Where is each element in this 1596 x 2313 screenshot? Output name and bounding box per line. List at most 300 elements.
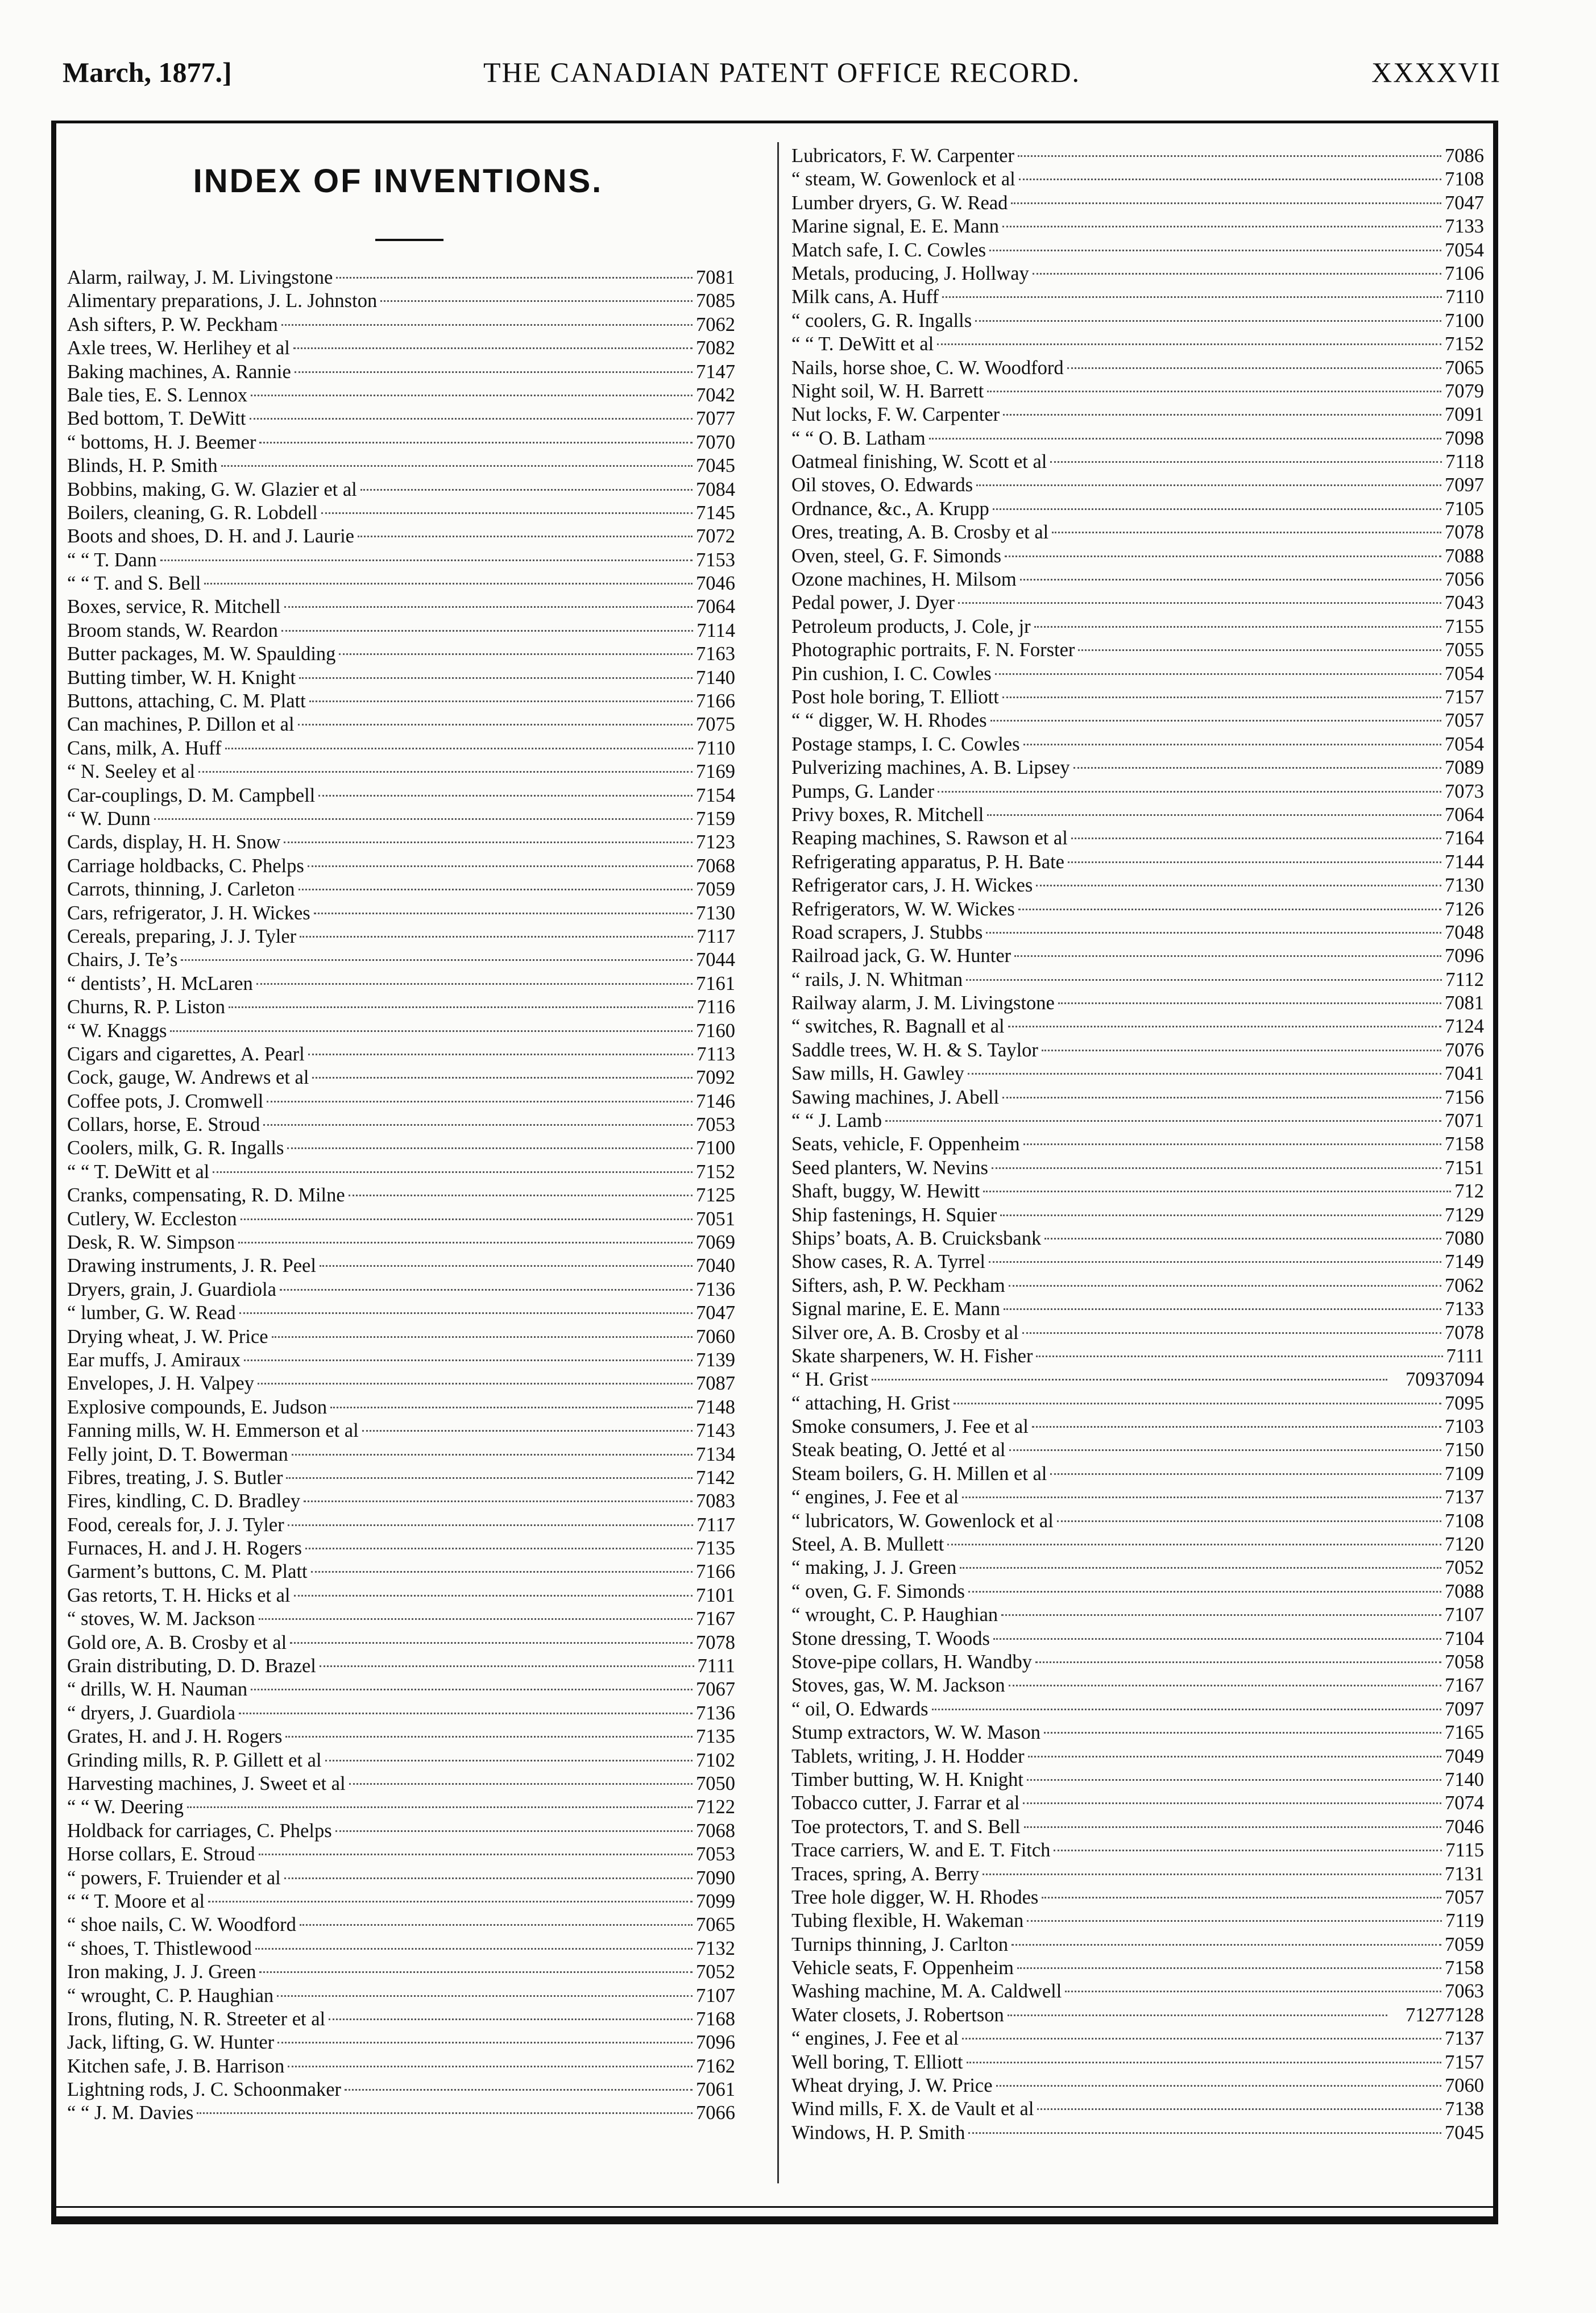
entry-name: “ “ T. Dann (67, 549, 157, 571)
dot-leader (995, 673, 1441, 675)
entry-patent-number: 7099 (696, 1890, 735, 1912)
index-entry (791, 968, 1484, 992)
dot-leader (170, 1030, 693, 1032)
index-entry (791, 1415, 1484, 1439)
entry-name: Desk, R. W. Simpson (67, 1232, 235, 1254)
entry-name: Envelopes, J. H. Valpey (67, 1373, 254, 1395)
dot-leader (259, 442, 693, 443)
dot-leader (1018, 155, 1441, 157)
entry-patent-number: 7156 (1445, 1086, 1484, 1108)
entry-name: “ drills, W. H. Nauman (67, 1678, 248, 1701)
dot-leader (996, 2085, 1441, 2087)
index-entry (791, 1815, 1484, 1839)
entry-name: Postage stamps, I. C. Cowles (791, 733, 1020, 755)
entry-name: Match safe, I. C. Cowles (791, 239, 986, 261)
index-entry (67, 1396, 735, 1419)
entry-patent-number: 7108 (1445, 1510, 1484, 1532)
dot-leader (298, 724, 693, 726)
entry-patent-number: 7152 (1445, 333, 1484, 355)
index-entry (67, 666, 735, 690)
entry-patent-number: 7130 (696, 902, 735, 924)
entry-patent-number: 7106 (1445, 262, 1484, 284)
dot-leader (290, 1642, 693, 1644)
index-entry (791, 545, 1484, 568)
entry-name: Tobacco cutter, J. Farrar et al (791, 1792, 1020, 1814)
heading-rule (375, 239, 443, 241)
dot-leader (330, 1407, 693, 1408)
index-entry (791, 1462, 1484, 1486)
index-entry (67, 1655, 735, 1678)
index-entry (791, 1980, 1484, 2003)
entry-patent-number: 7052 (696, 1961, 735, 1983)
entry-patent-number: 7053 (696, 1843, 735, 1866)
index-entry (791, 1156, 1484, 1180)
entry-name: Signal marine, E. E. Mann (791, 1298, 1000, 1320)
entry-name: Oil stoves, O. Edwards (791, 474, 973, 496)
index-entry (67, 1090, 735, 1113)
entry-name: Boots and shoes, D. H. and J. Laurie (67, 525, 354, 548)
dot-leader (1022, 1332, 1441, 1334)
dot-leader (1058, 1002, 1441, 1004)
dot-leader (299, 889, 693, 890)
dot-leader (277, 2042, 693, 2043)
entry-name: “ oven, G. F. Simonds (791, 1580, 965, 1602)
dot-leader (1020, 579, 1441, 581)
dot-leader (321, 512, 693, 514)
dot-leader (255, 1948, 693, 1950)
index-entry (67, 643, 735, 666)
entry-patent-number: 7067 (696, 1678, 735, 1701)
dot-leader (1057, 1520, 1441, 1522)
index-entry (67, 1631, 735, 1655)
entry-patent-number: 7133 (1445, 1298, 1484, 1320)
index-entry (67, 1137, 735, 1160)
index-entry (791, 285, 1484, 309)
entry-name: Drying wheat, J. W. Price (67, 1325, 268, 1348)
index-entry (67, 1913, 735, 1937)
entry-patent-number: 7137 (1445, 2028, 1484, 2050)
index-entry (791, 615, 1484, 639)
index-entry (791, 1768, 1484, 1792)
entry-patent-number: 7078 (696, 1631, 735, 1653)
entry-name: Buttons, attaching, C. M. Platt (67, 690, 306, 712)
dot-leader (258, 1383, 693, 1385)
entry-patent-number: 7113 (697, 1043, 735, 1065)
dot-leader (239, 1312, 693, 1314)
entry-name: Iron making, J. J. Green (67, 1961, 256, 1983)
index-entry (791, 992, 1484, 1015)
dot-leader (1042, 1050, 1441, 1051)
entry-patent-number: 7082 (696, 337, 735, 359)
entry-patent-number: 7167 (696, 1608, 735, 1630)
index-entry (791, 2027, 1484, 2050)
entry-patent-number: 7065 (696, 1914, 735, 1936)
dot-leader (1019, 179, 1441, 180)
index-entry (67, 1937, 735, 1960)
dot-leader (358, 536, 693, 537)
index-entry (791, 1603, 1484, 1627)
index-entry (67, 313, 735, 337)
dot-leader (259, 1854, 693, 1855)
dot-leader (294, 1595, 693, 1597)
entry-patent-number: 7117 (697, 925, 735, 947)
index-entry (791, 803, 1484, 827)
dot-leader (983, 1873, 1441, 1875)
entry-name: Reaping machines, S. Rawson et al (791, 827, 1068, 849)
entry-patent-number: 7120 (1445, 1533, 1484, 1556)
entry-name: Kitchen safe, J. B. Harrison (67, 2055, 285, 2077)
index-entry (791, 144, 1484, 168)
entry-patent-number: 7136 (696, 1278, 735, 1300)
index-entry (791, 709, 1484, 732)
dot-leader (320, 1665, 694, 1667)
entry-name: Bed bottom, T. DeWitt (67, 408, 246, 430)
entry-patent-number: 7123 (696, 831, 735, 853)
entry-patent-number: 7137 (1445, 1486, 1484, 1508)
entry-patent-number: 7151 (1445, 1156, 1484, 1179)
entry-patent-number: 7124 (1445, 1015, 1484, 1038)
entry-name: Cigars and cigarettes, A. Pearl (67, 1043, 305, 1065)
dot-leader (287, 1147, 693, 1149)
entry-patent-number: 7130 (1445, 874, 1484, 897)
dot-leader (312, 1077, 693, 1079)
index-entry (791, 1674, 1484, 1697)
entry-name: Ordnance, &c., A. Krupp (791, 498, 989, 520)
entry-name: Privy boxes, R. Mitchell (791, 803, 984, 826)
dot-leader (1000, 1214, 1441, 1216)
index-entry (67, 384, 735, 407)
entry-name: “ switches, R. Bagnall et al (791, 1015, 1005, 1038)
index-entry (791, 1863, 1484, 1886)
entry-patent-number: 7164 (1445, 827, 1484, 849)
entry-patent-number: 7096 (1445, 945, 1484, 967)
entry-patent-number: 7132 (696, 1937, 735, 1959)
dot-leader (208, 1901, 693, 1902)
entry-patent-number: 7100 (1445, 309, 1484, 331)
index-entry (791, 1909, 1484, 1933)
entry-name: “ stoves, W. M. Jackson (67, 1608, 255, 1630)
entry-patent-number: 7054 (1445, 239, 1484, 261)
header-title: THE CANADIAN PATENT OFFICE RECORD. (483, 56, 1081, 88)
index-entry (791, 1133, 1484, 1156)
entry-name: Refrigerator cars, J. H. Wickes (791, 874, 1033, 897)
dot-leader (1014, 955, 1441, 957)
entry-patent-number: 7111 (697, 1655, 735, 1677)
entry-name: Drawing instruments, J. R. Peel (67, 1255, 316, 1277)
entry-patent-number: 7076 (1445, 1039, 1484, 1061)
index-entry (67, 1560, 735, 1584)
index-entry (791, 380, 1484, 403)
entry-patent-number: 7054 (1445, 662, 1484, 685)
entry-name: Stone dressing, T. Woods (791, 1627, 990, 1649)
dot-leader (1003, 414, 1441, 416)
entry-name: Milk cans, A. Huff (791, 286, 939, 308)
dot-leader (362, 1430, 693, 1432)
dot-leader (292, 1454, 693, 1456)
dot-leader (954, 1403, 1441, 1404)
dot-leader (987, 814, 1441, 816)
index-entry (67, 902, 735, 925)
entry-name: Baking machines, A. Rannie (67, 360, 291, 383)
entry-name: Post hole boring, T. Elliott (791, 686, 999, 708)
index-entry (791, 1062, 1484, 1085)
entry-patent-number: 7095 (1445, 1392, 1484, 1414)
entry-name: Grain distributing, D. D. Brazel (67, 1655, 316, 1677)
dot-leader (293, 347, 693, 349)
index-entry (67, 337, 735, 360)
dot-leader (960, 1567, 1441, 1569)
entry-patent-number: 7143 (696, 1420, 735, 1442)
entry-patent-number: 7094 (1445, 1369, 1484, 1391)
entry-patent-number: 7135 (696, 1726, 735, 1748)
index-heading: INDEX OF INVENTIONS. (193, 163, 603, 200)
dot-leader (1017, 1967, 1441, 1969)
dot-leader (300, 1924, 693, 1926)
entry-patent-number: 7148 (696, 1396, 735, 1418)
entry-patent-number: 7054 (1445, 733, 1484, 755)
entry-patent-number: 7115 (1445, 1839, 1484, 1862)
index-entry (791, 639, 1484, 662)
index-entry (67, 1231, 735, 1254)
entry-name: “ H. Grist (791, 1369, 869, 1391)
entry-name: Felly joint, D. T. Bowerman (67, 1443, 288, 1465)
dot-leader (1035, 1661, 1441, 1663)
entry-patent-number: 7116 (697, 996, 735, 1018)
entry-patent-number: 7166 (696, 1561, 735, 1583)
entry-patent-number: 7092 (696, 1067, 735, 1089)
entry-name: Coffee pots, J. Cromwell (67, 1090, 264, 1112)
entry-name: Windows, H. P. Smith (791, 2121, 965, 2144)
dot-leader (281, 324, 693, 326)
dot-leader (213, 1171, 693, 1173)
index-entry (67, 1443, 735, 1466)
dot-leader (947, 1544, 1441, 1545)
dot-leader (989, 1261, 1441, 1263)
entry-patent-number: 7119 (1445, 1910, 1484, 1932)
index-entry (791, 1956, 1484, 1980)
entry-patent-number: 7111 (1446, 1345, 1484, 1367)
entry-name: Bobbins, making, G. W. Glazier et al (67, 478, 357, 500)
entry-patent-number: 7064 (696, 596, 735, 618)
entry-name: Bale ties, E. S. Lennox (67, 384, 248, 406)
dot-leader (284, 1877, 693, 1879)
dot-leader (318, 795, 693, 797)
entry-patent-number: 7043 (1445, 592, 1484, 614)
index-entry (67, 2101, 735, 2125)
entry-patent-number: 7134 (696, 1443, 735, 1465)
entry-patent-number: 7081 (696, 267, 735, 288)
left-index-column (67, 266, 735, 2125)
entry-patent-number: 7075 (696, 714, 735, 736)
entry-name: Show cases, R. A. Tyrrel (791, 1251, 985, 1273)
dot-leader (251, 395, 693, 396)
entry-patent-number: 7126 (1445, 898, 1484, 920)
index-entry (67, 690, 735, 713)
dot-leader (1027, 1920, 1442, 1922)
entry-name: Cars, refrigerator, J. H. Wickes (67, 902, 310, 924)
entry-name: Pulverizing machines, A. B. Lipsey (791, 757, 1070, 779)
entry-name: Dryers, grain, J. Guardiola (67, 1278, 276, 1300)
entry-patent-number: 7088 (1445, 1580, 1484, 1602)
entry-name: “ powers, F. Truiender et al (67, 1867, 281, 1889)
entry-patent-number: 7118 (1445, 451, 1484, 473)
entry-name: “ W. Knaggs (67, 1019, 167, 1042)
entry-patent-number: 7157 (1445, 686, 1484, 708)
entry-name: Steam boilers, G. H. Millen et al (791, 1462, 1047, 1485)
entry-name: Railway alarm, J. M. Livingstone (791, 992, 1055, 1014)
entry-patent-number: 7146 (696, 1090, 735, 1112)
entry-name: Sawing machines, J. Abell (791, 1086, 1000, 1108)
dot-leader (308, 865, 693, 867)
entry-name: Food, cereals for, J. J. Tyler (67, 1514, 284, 1536)
entry-patent-number: 7073 (1445, 780, 1484, 802)
dot-leader (1018, 909, 1441, 910)
index-entry (791, 2074, 1484, 2098)
entry-name: “ dryers, J. Guardiola (67, 1702, 236, 1724)
entry-patent-number: 7129 (1445, 1204, 1484, 1226)
dot-leader (295, 371, 693, 373)
dot-leader (280, 1289, 693, 1291)
entry-name: Ash sifters, P. W. Peckham (67, 313, 278, 335)
dot-leader (885, 1120, 1441, 1122)
index-entry (791, 1086, 1484, 1109)
entry-name: Turnips thinning, J. Carlton (791, 1933, 1009, 1955)
entry-patent-number: 7117 (697, 1514, 735, 1536)
index-entry (791, 1250, 1484, 1274)
entry-name: Ozone machines, H. Milsom (791, 569, 1017, 591)
index-entry (791, 921, 1484, 944)
entry-name: Stoves, gas, W. M. Jackson (791, 1674, 1005, 1697)
entry-name: Tubing flexible, H. Wakeman (791, 1910, 1024, 1932)
entry-patent-number: 7105 (1445, 498, 1484, 520)
entry-name: Churns, R. P. Liston (67, 996, 225, 1018)
index-entry (791, 1204, 1484, 1227)
index-entry (791, 1580, 1484, 1603)
dot-leader (198, 771, 693, 773)
index-entry (67, 1749, 735, 1772)
index-entry (791, 1039, 1484, 1062)
entry-name: Irons, fluting, N. R. Streeter et al (67, 2008, 326, 2030)
entry-name: Alarm, railway, J. M. Livingstone (67, 267, 333, 288)
index-entry (67, 1160, 735, 1184)
entry-name: “ “ digger, W. H. Rhodes (791, 710, 987, 732)
entry-name: Ores, treating, A. B. Crosby et al (791, 521, 1049, 544)
entry-name: “ lumber, G. W. Read (67, 1302, 236, 1324)
entry-patent-number: 7165 (1445, 1722, 1484, 1744)
entry-patent-number: 7158 (1445, 1957, 1484, 1979)
entry-name: Toe protectors, T. and S. Bell (791, 1815, 1021, 1838)
entry-patent-number: 7066 (696, 2102, 735, 2124)
index-entry (67, 925, 735, 948)
dot-leader (967, 2062, 1441, 2063)
index-entry (67, 1819, 735, 1843)
entry-patent-number: 7086 (1445, 145, 1484, 167)
dot-leader (360, 489, 693, 491)
entry-name: Ship fastenings, H. Squier (791, 1204, 997, 1226)
dot-leader (993, 508, 1441, 510)
dot-leader (181, 959, 693, 961)
entry-name: “ shoes, T. Thistlewood (67, 1937, 252, 1959)
entry-patent-number: 7159 (696, 807, 735, 830)
entry-name: “ steam, W. Gowenlock et al (791, 168, 1015, 190)
entry-name: Gas retorts, T. H. Hicks et al (67, 1584, 291, 1606)
index-entry (67, 948, 735, 972)
dot-leader (983, 1191, 1451, 1192)
dot-leader (256, 983, 693, 985)
index-entry (791, 2121, 1484, 2145)
entry-name: “ rails, J. N. Whitman (791, 968, 963, 990)
index-entry (791, 474, 1484, 497)
entry-patent-number: 7059 (696, 878, 735, 901)
entry-patent-number: 7157 (1445, 2051, 1484, 2073)
dot-leader (380, 300, 693, 302)
entry-name: Grinding mills, R. P. Gillett et al (67, 1749, 322, 1771)
entry-name: Refrigerating apparatus, P. H. Bate (791, 851, 1064, 873)
entry-patent-number: 712 (1454, 1180, 1484, 1203)
entry-patent-number: 7104 (1445, 1627, 1484, 1649)
dot-leader (320, 1265, 693, 1267)
entry-name: “ wrought, C. P. Haughian (67, 1984, 274, 2007)
dot-leader (1028, 1756, 1441, 1757)
index-entry (791, 1274, 1484, 1298)
entry-name: Water closets, J. Robertson (791, 2004, 1004, 2026)
index-entry (67, 1419, 735, 1442)
dot-leader (336, 277, 693, 279)
entry-name: Tree hole digger, W. H. Rhodes (791, 1886, 1039, 1908)
index-entry (67, 1254, 735, 1278)
entry-patent-number: 7114 (697, 619, 735, 641)
entry-name: Alimentary preparations, J. L. Johnston (67, 290, 378, 312)
dot-leader (1004, 1308, 1441, 1310)
entry-name: Jack, lifting, G. W. Hunter (67, 2032, 275, 2054)
entry-patent-number: 7049 (1445, 1745, 1484, 1767)
dot-leader (1067, 367, 1441, 369)
dot-leader (309, 700, 693, 702)
index-entry (67, 831, 735, 854)
dot-leader (335, 1830, 693, 1832)
entry-patent-number: 7045 (1445, 2121, 1484, 2144)
entry-patent-number: 7060 (696, 1325, 735, 1348)
index-entry (67, 1960, 735, 1984)
dot-leader (1033, 273, 1441, 275)
dot-leader (329, 2018, 693, 2020)
dot-leader (154, 818, 693, 820)
entry-patent-number: 7139 (696, 1349, 735, 1371)
index-entry (791, 239, 1484, 262)
dot-leader (1012, 1944, 1441, 1946)
index-entry (67, 1843, 735, 1866)
entry-name: “ “ J. M. Davies (67, 2102, 194, 2124)
entry-name: “ lubricators, W. Gowenlock et al (791, 1510, 1054, 1532)
entry-name: Saddle trees, W. H. & S. Taylor (791, 1039, 1038, 1061)
dot-leader (932, 1709, 1442, 1710)
entry-name: Boxes, service, R. Mitchell (67, 596, 281, 618)
dot-leader (966, 979, 1442, 981)
dot-leader (962, 1497, 1441, 1498)
index-entry (791, 944, 1484, 968)
entry-patent-number: 7152 (696, 1160, 735, 1183)
index-entry (67, 996, 735, 1019)
index-entry (67, 478, 735, 501)
dot-leader (305, 1548, 693, 1549)
entry-name: Lumber dryers, G. W. Read (791, 192, 1008, 214)
dot-leader (929, 438, 1441, 440)
index-entry (67, 1066, 735, 1089)
entry-patent-number: 7145 (696, 501, 735, 524)
entry-name: Metals, producing, J. Hollway (791, 262, 1029, 284)
entry-name: Fanning mills, W. H. Emmerson et al (67, 1420, 359, 1442)
dot-leader (1042, 1897, 1441, 1899)
